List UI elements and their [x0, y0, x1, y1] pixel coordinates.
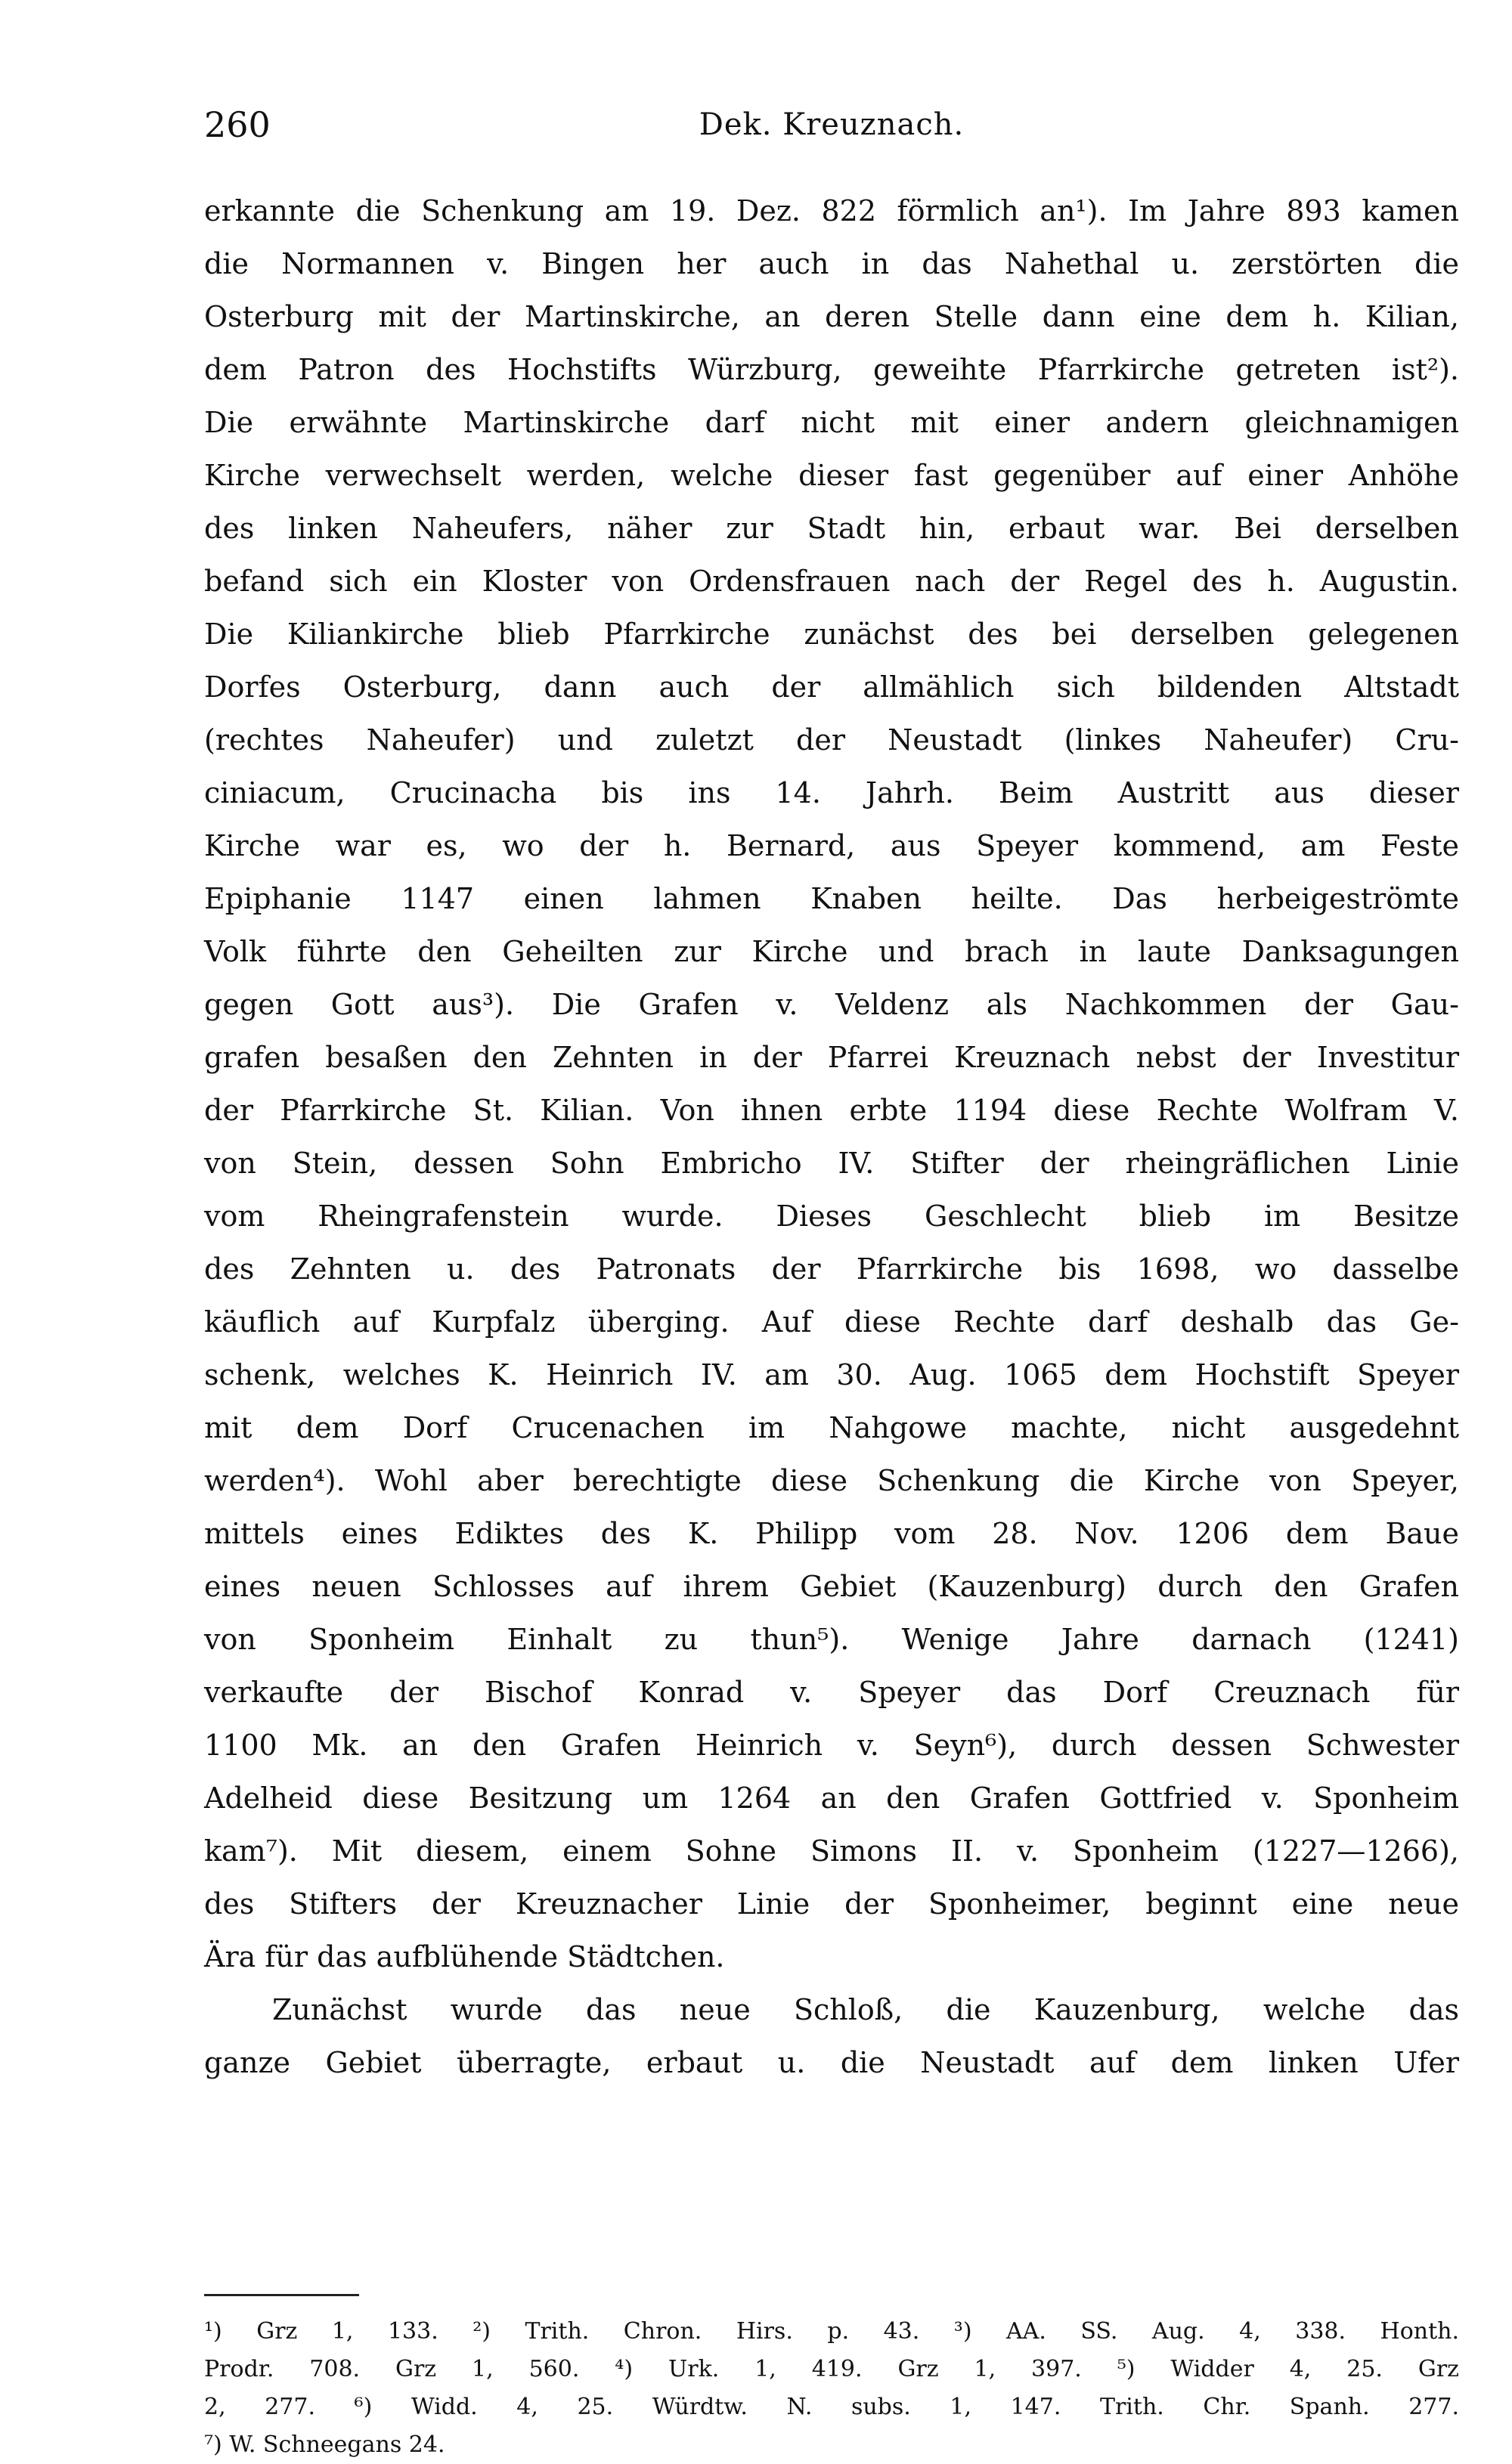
text-line: Die Kiliankirche blieb Pfarrkirche zunächst des bei derselben gelegenen [204, 618, 1459, 651]
text-line: Epiphanie 1147 einen lahmen Knaben heilte. Das herbeigeströmte [204, 882, 1459, 915]
text-line: von Stein, dessen Sohn Embricho IV. Stifter der rheingräflichen Linie [204, 1147, 1459, 1180]
text-line: kam⁷). Mit diesem, einem Sohne Simons II. v. Sponheim (1227—1266), [204, 1834, 1459, 1868]
text-line: Die erwähnte Martinskirche darf nicht mit einer andern gleichnamigen [204, 406, 1459, 439]
text-line: 1100 Mk. an den Grafen Heinrich v. Seyn⁶), durch dessen Schwester [204, 1729, 1459, 1762]
footnotes [204, 2313, 1459, 2464]
text-line: käuflich auf Kurpfalz überging. Auf diese Rechte darf deshalb das Ge- [204, 1305, 1459, 1339]
text-line: der Pfarrkirche St. Kilian. Von ihnen erbte 1194 diese Rechte Wolfram V. [204, 1094, 1459, 1127]
footnote-divider [204, 2294, 359, 2296]
running-title: Dek. Kreuznach. [699, 107, 965, 142]
text-line: dem Patron des Hochstifts Würzburg, geweihte Pfarrkirche getreten ist²). [204, 353, 1459, 386]
text-line: gegen Gott aus³). Die Grafen v. Veldenz als Nachkommen der Gau- [204, 988, 1459, 1021]
text-line: verkaufte der Bischof Konrad v. Speyer das Dorf Creuznach für [204, 1676, 1459, 1709]
text-line: von Sponheim Einhalt zu thun⁵). Wenige Jahre darnach (1241) [204, 1623, 1459, 1656]
text-line: eines neuen Schlosses auf ihrem Gebiet (Kauzenburg) durch den Grafen [204, 1570, 1459, 1603]
text-line: werden⁴). Wohl aber berechtigte diese Schenkung die Kirche von Speyer, [204, 1464, 1459, 1497]
footnote-line: 2, 277. ⁶) Widd. 4, 25. Würdtw. N. subs. 1, 147. Trith. Chr. Spanh. 277. [204, 2394, 1459, 2420]
text-line: Osterburg mit der Martinskirche, an deren Stelle dann eine dem h. Kilian, [204, 300, 1459, 333]
text-line: ciniacum, Crucinacha bis ins 14. Jahrh. Beim Austritt aus dieser [204, 776, 1459, 809]
text-line: Adelheid diese Besitzung um 1264 an den Grafen Gottfried v. Sponheim [204, 1781, 1459, 1815]
text-line: Zunächst wurde das neue Schloß, die Kauzenburg, welche das [272, 1993, 1459, 2026]
text-line: mit dem Dorf Crucenachen im Nahgowe machte, nicht ausgedehnt [204, 1411, 1459, 1444]
text-line: mittels eines Ediktes des K. Philipp vom 28. Nov. 1206 dem Baue [204, 1517, 1459, 1550]
text-line: grafen besaßen den Zehnten in der Pfarrei Kreuznach nebst der Investitur [204, 1041, 1459, 1074]
text-line: die Normannen v. Bingen her auch in das Nahethal u. zerstörten die [204, 247, 1459, 280]
page-header [204, 104, 1459, 165]
footnote-line: ⁷) W. Schneegans 24. [204, 2431, 445, 2458]
page-number: 260 [204, 104, 271, 145]
text-line: Ära für das aufblühende Städtchen. [204, 1940, 725, 1973]
body-text [204, 184, 1459, 2089]
footnote-line: ¹) Grz 1, 133. ²) Trith. Chron. Hirs. p. 43. ³) AA. SS. Aug. 4, 338. Honth. [204, 2318, 1459, 2345]
text-line: des Stifters der Kreuznacher Linie der Sponheimer, beginnt eine neue [204, 1887, 1459, 1921]
text-line: des Zehnten u. des Patronats der Pfarrkirche bis 1698, wo dasselbe [204, 1252, 1459, 1286]
text-line: Volk führte den Geheilten zur Kirche und brach in laute Danksagungen [204, 935, 1459, 968]
text-line: befand sich ein Kloster von Ordensfrauen nach der Regel des h. Augustin. [204, 565, 1459, 598]
text-line: erkannte die Schenkung am 19. Dez. 822 förmlich an¹). Im Jahre 893 kamen [204, 194, 1459, 228]
text-line: ganze Gebiet überragte, erbaut u. die Neustadt auf dem linken Ufer [204, 2046, 1459, 2079]
text-line: des linken Naheufers, näher zur Stadt hin, erbaut war. Bei derselben [204, 512, 1459, 545]
text-line: Dorfes Osterburg, dann auch der allmählich sich bildenden Altstadt [204, 670, 1459, 704]
footnote-line: Prodr. 708. Grz 1, 560. ⁴) Urk. 1, 419. Grz 1, 397. ⁵) Widder 4, 25. Grz [204, 2356, 1459, 2382]
text-line: (rechtes Naheufer) und zuletzt der Neustadt (linkes Naheufer) Cru- [204, 723, 1459, 757]
text-line: schenk, welches K. Heinrich IV. am 30. Aug. 1065 dem Hochstift Speyer [204, 1358, 1459, 1391]
text-line: Kirche war es, wo der h. Bernard, aus Speyer kommend, am Feste [204, 829, 1459, 862]
text-line: vom Rheingrafenstein wurde. Dieses Geschlecht blieb im Besitze [204, 1199, 1459, 1233]
text-line: Kirche verwechselt werden, welche dieser fast gegenüber auf einer Anhöhe [204, 459, 1459, 492]
